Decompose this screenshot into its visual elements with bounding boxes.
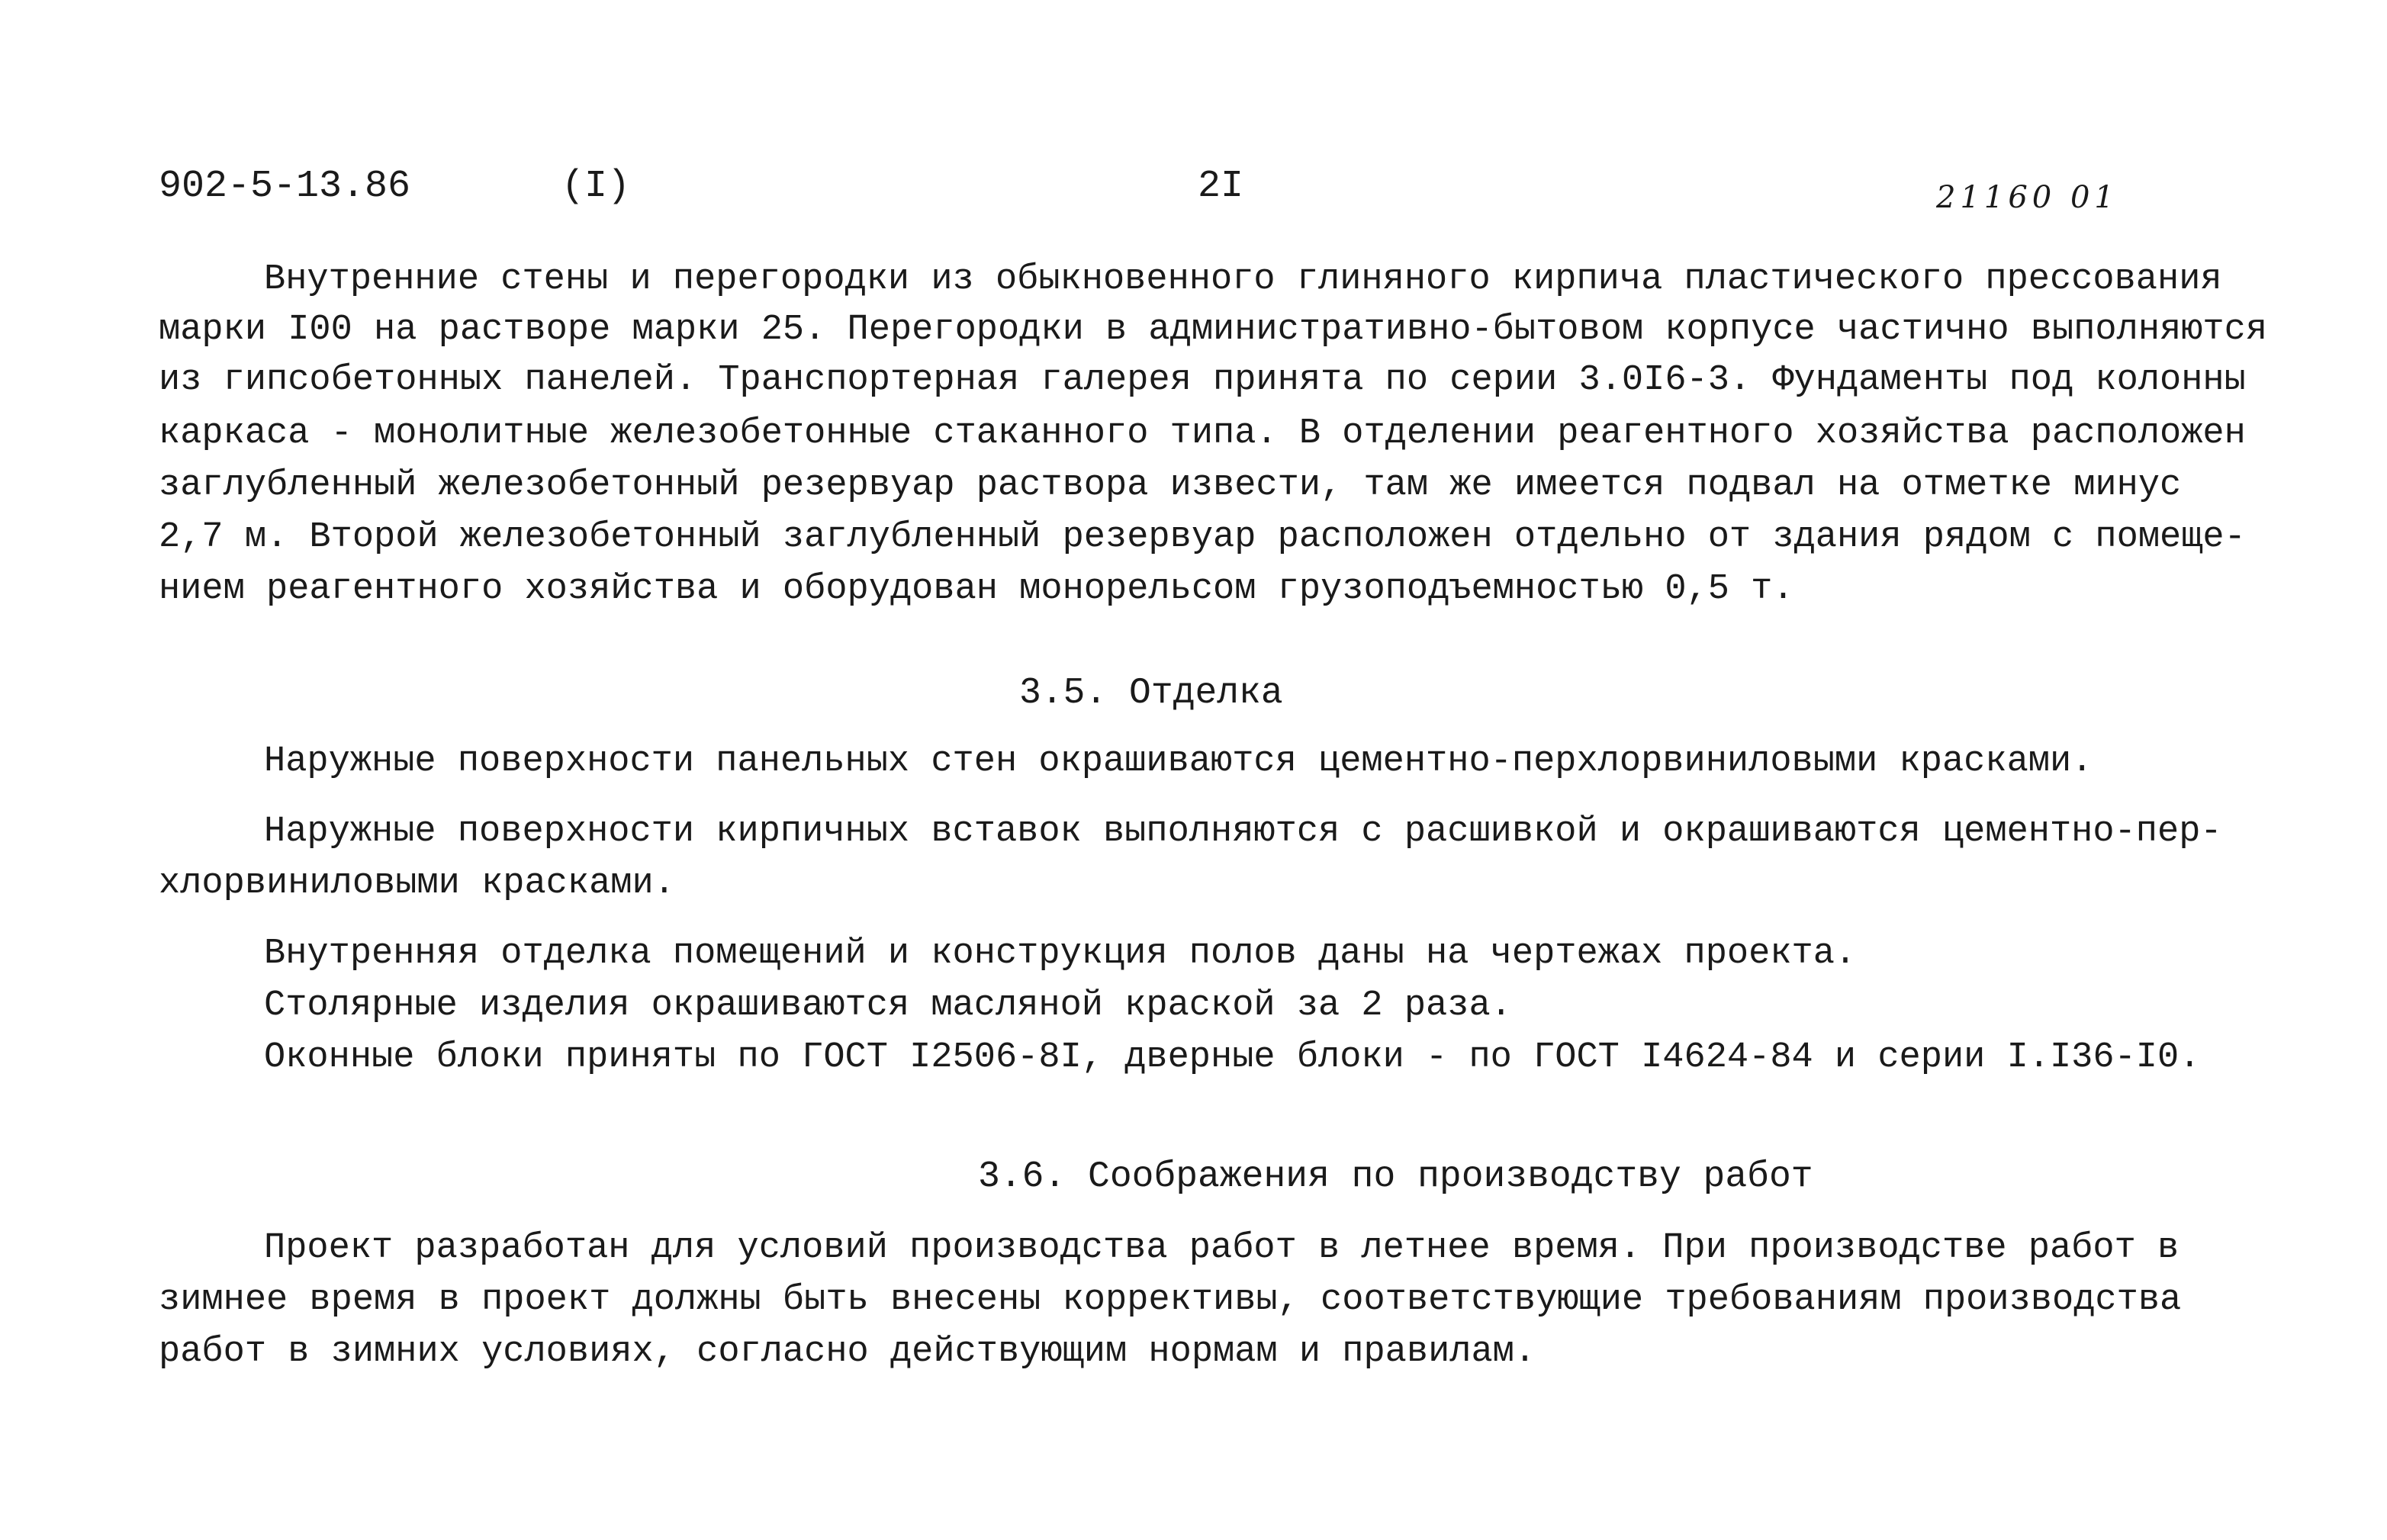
text-line: 2,7 м. Второй железобетонный заглубленный резервуар расположен отдельно от здания рядом с помеще-: [159, 517, 2246, 558]
text-line: Внутренние стены и перегородки из обыкновенного глиняного кирпича пластического прессования: [264, 259, 2222, 300]
text-line: Наружные поверхности кирпичных вставок выполняются с расшивкой и окрашиваются цементно-пер-: [264, 812, 2222, 852]
text-line: из гипсобетонных панелей. Транспортерная галерея принята по серии 3.0I6-3. Фундаменты под колонны: [159, 360, 2246, 400]
text-line: заглубленный железобетонный резервуар раствора извести, там же имеется подвал на отметке минус: [159, 465, 2182, 506]
section-heading-finishing: 3.5. Отделка: [1019, 673, 1283, 714]
volume-number: (I): [561, 165, 631, 208]
text-line: хлорвиниловыми красками.: [159, 863, 675, 904]
section-heading-construction-works: 3.6. Соображения по производству работ: [978, 1156, 1813, 1198]
text-line: нием реагентного хозяйства и оборудован монорельсом грузоподъемностью 0,5 т.: [159, 569, 1794, 609]
text-line: работ в зимних условиях, согласно действующим нормам и правилам.: [159, 1332, 1536, 1372]
text-line: Проект разработан для условий производства работ в летнее время. При производстве работ в: [264, 1228, 2180, 1268]
paragraph-joinery: Столярные изделия окрашиваются масляной краской за 2 раза.: [264, 985, 1512, 1026]
paragraph-window-door-blocks: Оконные блоки приняты по ГОСТ I2506-8I, дверные блоки - по ГОСТ I4624-84 и серии I.I36-I0.: [264, 1037, 2201, 1078]
handwritten-note: 21160 01: [1936, 180, 2118, 215]
paragraph-interior-finishing: Внутренняя отделка помещений и конструкция полов даны на чертежах проекта.: [264, 934, 1857, 974]
paragraph-panel-walls: Наружные поверхности панельных стен окрашиваются цементно-перхлорвиниловыми красками.: [264, 741, 2093, 782]
text-line: зимнее время в проект должны быть внесены коррективы, соответствующие требованиям производства: [159, 1280, 2182, 1320]
text-line: каркаса - монолитные железобетонные стаканного типа. В отделении реагентного хозяйства расположен: [159, 413, 2246, 454]
text-line: марки I00 на растворе марки 25. Перегородки в административно-бытовом корпусе частично выполняются: [159, 310, 2268, 350]
page-number: 2I: [1198, 165, 1244, 208]
document-code: 902-5-13.86: [159, 165, 411, 208]
